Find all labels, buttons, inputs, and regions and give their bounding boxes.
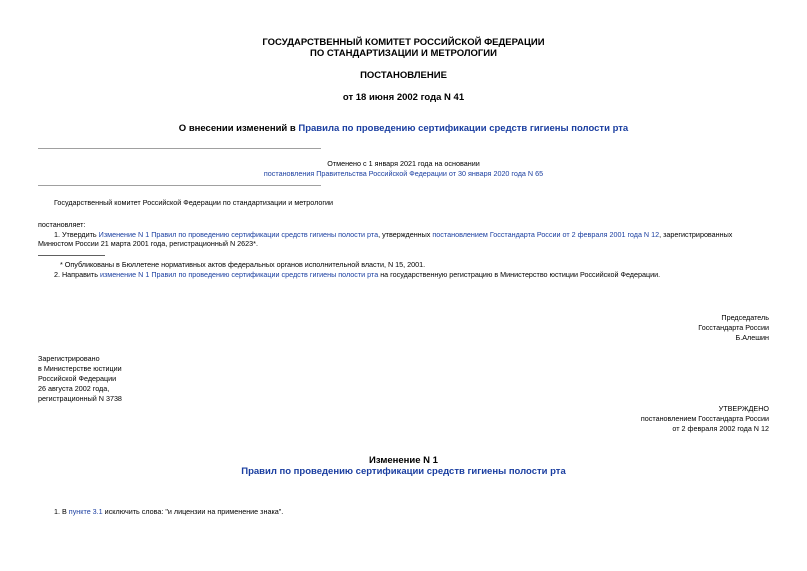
divider-top [38,148,321,149]
org-name-line1: ГОСУДАРСТВЕННЫЙ КОМИТЕТ РОССИЙСКОЙ ФЕДЕРАЦИИ [262,37,545,48]
change-item-1-suffix: исключить слова: "и лицензии на применение знака". [102,507,284,516]
signature-name: Б.Алешин [735,333,769,342]
doc-date-number: от 18 июня 2002 года N 41 [342,92,465,103]
change-title: Изменение N 1 [369,455,438,466]
registration-line1: Зарегистрировано [38,354,100,363]
registration-line3: Российской Федерации [38,374,117,383]
intro-text: Государственный комитет Российской Федерации по стандартизации и метрологии [54,198,334,207]
change-item-1 [54,507,283,517]
cancel-note-line1: Отменено с 1 января 2021 года на основании [327,159,480,168]
footnote-divider [38,255,105,256]
signature-org: Госстандарта России [698,323,769,332]
change-subtitle: Правил по проведению сертификации средств гигиены полости рта [241,466,566,477]
divider-bottom [38,185,321,186]
change-item-1-prefix: 1. В [54,507,69,516]
registration-line5: регистрационный N 3738 [38,394,122,403]
doc-subject [0,123,807,134]
clause-3-1-link[interactable]: пункте 3.1 [68,507,103,516]
item-1-suffix: , зарегистрированных [659,230,733,239]
registration-line4: 26 августа 2002 года, [38,384,110,393]
item-1-prefix: 1. Утвердить [54,230,99,239]
resolves-text: постановляет: [38,220,86,229]
approved-date: от 2 февраля 2002 года N 12 [672,424,769,433]
item-1-change-link[interactable]: Изменение N 1 Правил по проведению сертификации средств гигиены полости рта [98,230,379,239]
item-2-change-link[interactable]: изменение N 1 Правил по проведению сертификации средств гигиены полости рта [99,270,379,279]
subject-link[interactable]: Правила по проведению сертификации средств гигиены полости рта [298,123,629,134]
item-1-decree-link[interactable]: постановлением Госстандарта России от 2 февраля 2001 года N 12 [432,230,660,239]
registration-line2: в Министерстве юстиции [38,364,122,373]
cancel-note-link[interactable]: постановления Правительства Российской Федерации от 30 января 2020 года N 65 [263,169,544,178]
item-1-mid: , утвержденных [378,230,433,239]
footnote: * Опубликованы в Бюллетене нормативных актов федеральных органов исполнительной власти, N 15, 2001. [60,260,426,269]
subject-prefix: О внесении изменений в [178,123,299,134]
doc-type: ПОСТАНОВЛЕНИЕ [360,70,447,81]
approved-decree: постановлением Госстандарта России [640,414,769,423]
signature-title: Председатель [721,313,769,322]
approved-title: УТВЕРЖДЕНО [718,404,769,413]
org-name-line2: ПО СТАНДАРТИЗАЦИИ И МЕТРОЛОГИИ [310,48,497,59]
item-2-suffix: на государственную регистрацию в Министерство юстиции Российской Федерации. [378,270,661,279]
item-2-prefix: 2. Направить [54,270,100,279]
item-1-line2: Минюстом России 21 марта 2001 года, регистрационный N 2623*. [38,239,258,248]
item-2 [54,270,660,280]
